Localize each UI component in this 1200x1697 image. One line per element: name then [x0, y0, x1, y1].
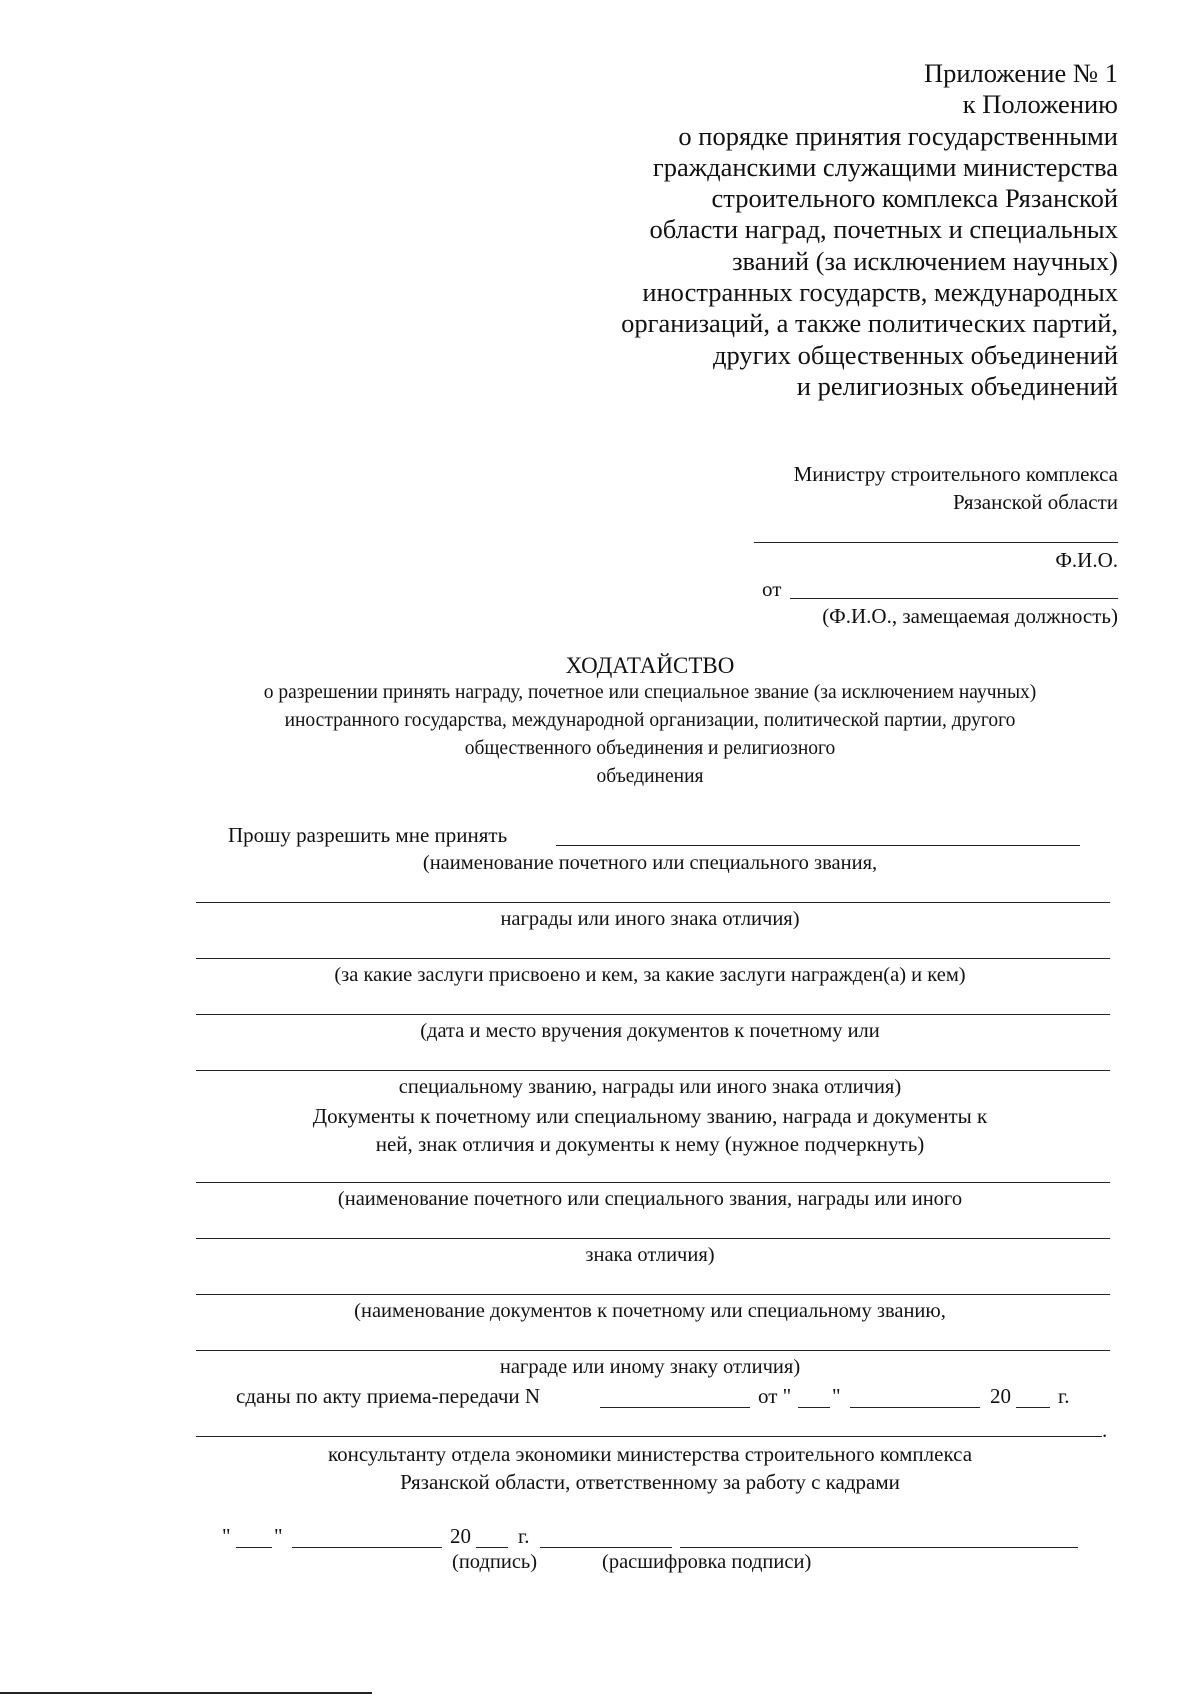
footnote-separator — [0, 1692, 372, 1694]
caption-signature-decode: (расшифровка подписи) — [602, 1551, 812, 1573]
caption-signature: (подпись) — [452, 1551, 538, 1573]
from-field-line[interactable] — [790, 598, 1118, 599]
act-year-suffix: г. — [1058, 1384, 1070, 1408]
award-name-field[interactable] — [556, 845, 1080, 846]
sign-year-suffix: г. — [518, 1524, 530, 1548]
caption-docs: (наименование документов к почетному или специальному званию, — [354, 1300, 946, 1322]
act-year-prefix: 20 — [990, 1384, 1011, 1408]
appendix-line: иностранных государств, международных — [642, 277, 1118, 308]
caption-date-2: специальному званию, награды или иного знака отличия) — [398, 1076, 902, 1098]
docs-text-line: Документы к почетному или специальному званию, награда и документы к — [312, 1104, 988, 1128]
act-month-field[interactable] — [850, 1407, 980, 1408]
title-line: иностранного государства, международной организации, политической партии, другого — [284, 710, 1016, 731]
sign-year-field[interactable] — [476, 1547, 508, 1548]
sign-month-field[interactable] — [292, 1547, 442, 1548]
from-label: от — [762, 577, 782, 601]
appendix-line: организаций, а также политических партий, — [621, 308, 1118, 339]
merits-field[interactable] — [196, 958, 1110, 959]
sign-day-field[interactable] — [236, 1547, 272, 1548]
sign-quote-close: " — [274, 1524, 283, 1548]
award-name-field-3[interactable] — [196, 1182, 1110, 1183]
appendix-line: гражданскими служащими министерства — [652, 151, 1118, 182]
recipient-field[interactable] — [196, 1436, 1102, 1437]
appendix-line: строительного комплекса Рязанской — [711, 183, 1118, 214]
sign-year-prefix: 20 — [450, 1524, 471, 1548]
addressee-line-2: Рязанской области — [952, 490, 1118, 514]
act-label: сданы по акту приема-передачи N — [236, 1384, 541, 1408]
title-line: объединения — [596, 766, 704, 787]
award-name-field-2[interactable] — [196, 902, 1110, 903]
docs-name-field[interactable] — [196, 1294, 1110, 1295]
docs-name-field-2[interactable] — [196, 1350, 1110, 1351]
appendix-block — [558, 58, 1118, 402]
caption-name-2b: знака отличия) — [585, 1244, 715, 1266]
fio-field-line[interactable] — [754, 542, 1118, 543]
act-day-field[interactable] — [798, 1407, 830, 1408]
caption-date: (дата и место вручения документов к почетному или — [420, 1020, 880, 1042]
consultant-line: Рязанской области, ответственному за работу с кадрами — [400, 1470, 900, 1494]
from-caption: (Ф.И.О., замещаемая должность) — [822, 604, 1118, 628]
consultant-line: консультанту отдела экономики министерства строительного комплекса — [327, 1442, 973, 1466]
title-line: о разрешении принять награду, почетное или специальное звание (за исключением научных) — [263, 682, 1037, 703]
act-year-field[interactable] — [1016, 1407, 1050, 1408]
caption-title: (наименование почетного или специального звания, — [422, 852, 878, 874]
request-label: Прошу разрешить мне принять — [228, 823, 508, 847]
date-place-field[interactable] — [196, 1014, 1110, 1015]
appendix-line: других общественных объединений — [713, 339, 1118, 370]
sign-quote-open: " — [222, 1524, 231, 1548]
act-number-field[interactable] — [600, 1407, 750, 1408]
act-quote-close: " — [832, 1384, 841, 1408]
title-line: общественного объединения и религиозного — [464, 738, 836, 759]
appendix-line: о порядке принятия государственными — [678, 120, 1118, 151]
period-mark: . — [1102, 1418, 1108, 1442]
appendix-line: и религиозных объединений — [796, 370, 1118, 401]
date-place-field-2[interactable] — [196, 1070, 1110, 1071]
appendix-line: званий (за исключением научных) — [732, 245, 1118, 276]
docs-text-line: ней, знак отличия и документы к нему (нужное подчеркнуть) — [375, 1132, 925, 1156]
award-name-field-4[interactable] — [196, 1238, 1110, 1239]
caption-name-2: (наименование почетного или специального звания, награды или иного — [337, 1188, 963, 1210]
appendix-line: Приложение № 1 — [923, 58, 1118, 88]
appendix-line: к Положению — [962, 89, 1118, 120]
fio-caption: Ф.И.О. — [1055, 548, 1118, 572]
caption-merits: (за какие заслуги присвоено и кем, за какие заслуги награжден(а) и кем) — [334, 964, 966, 986]
signature-decode-field[interactable] — [680, 1547, 1078, 1548]
document-title: ХОДАТАЙСТВО — [565, 653, 735, 678]
caption-award: награды или иного знака отличия) — [500, 908, 800, 930]
act-from-label: от " — [758, 1384, 792, 1408]
appendix-line: области наград, почетных и специальных — [649, 214, 1118, 245]
caption-docs-2: награде или иному знаку отличия) — [499, 1356, 801, 1378]
signature-field[interactable] — [540, 1547, 672, 1548]
addressee-line-1: Министру строительного комплекса — [793, 462, 1118, 486]
